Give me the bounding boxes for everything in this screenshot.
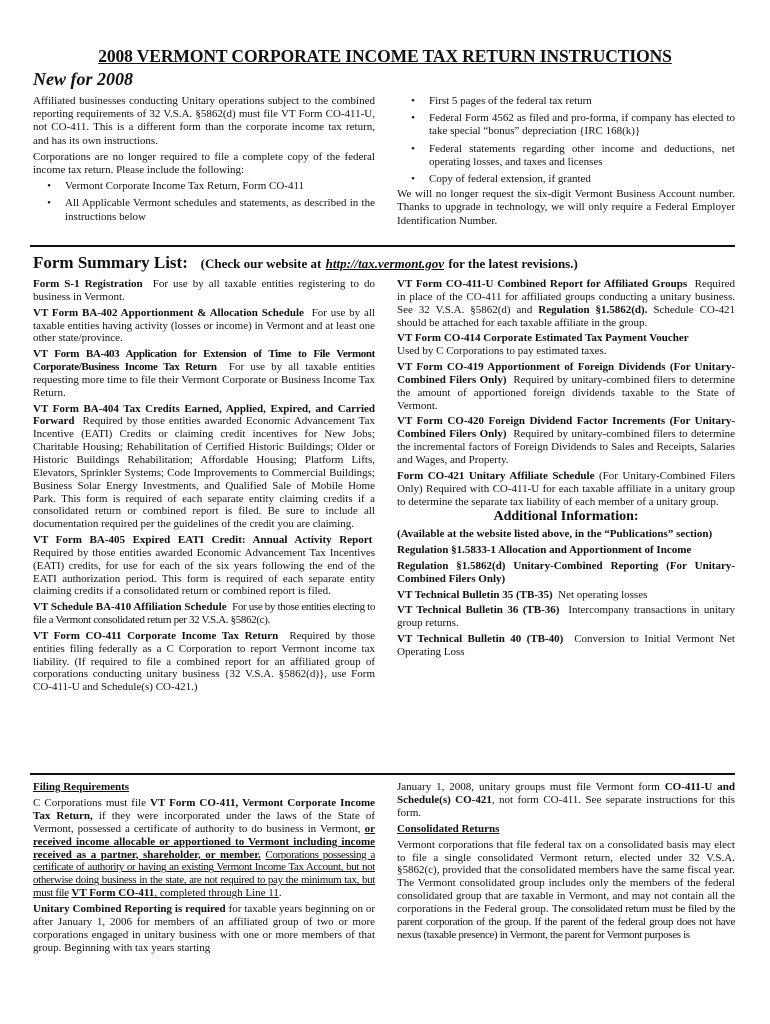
form-entry: VT Form CO-411-U Combined Report for Affiliated Groups Required in place of the CO-411 for affiliated groups conducting a unitary business. See 32 V.S.A. §5862(d) and Regulation §1.5862(d). Schedule CO-421 should be attached for each taxable affiliate in the group. <box>397 278 736 329</box>
filing-paragraph: Unitary Combined Reporting is required for taxable years beginning on or after January 1, 2006 for members of an affiliated group of two or more corporations engaged in unitary business with one or more members of that group. Beginning with tax years starting <box>33 903 376 954</box>
form-entry: VT Form BA-403 Application for Extension of Time to File Vermont Corporate/Business Income Tax Return For use by all taxable entities requesting more time to file their Vermont Corporate or Business Income Tax Return. <box>33 348 376 399</box>
list-item: • First 5 pages of the federal tax return <box>397 95 735 108</box>
form-summary-heading: Form Summary List: (Check our website at http://tax.vermont.gov for the latest revisions.) <box>33 253 578 272</box>
intro-paragraph: We will no longer request the six-digit Vermont Business Account number. Thanks to upgrade in technology, we will only require a Federal Employer Identification Number. <box>397 188 735 227</box>
list-item: • Copy of federal extension, if granted <box>397 173 735 186</box>
intro-paragraph: Corporations are no longer required to file a complete copy of the federal income tax return. Please include the following: <box>33 150 375 177</box>
section-heading-new-for-2008: New for 2008 <box>33 69 133 89</box>
filing-left-column <box>33 781 375 958</box>
list-item: • Federal statements regarding other income and deductions, net operating losses, and taxes and licenses <box>397 143 735 169</box>
form-entry: Form CO-421 Unitary Affiliate Schedule (For Unitary-Combined Filers Only) Required with CO-411-U for each taxable affiliate in a unitary group to determine the separate tax liability of each member of a unitary group. <box>397 469 735 508</box>
intro-paragraph: Affiliated businesses conducting Unitary operations subject to the combined reporting requirements of 32 V.S.A. §5862(d) must file VT Form CO-411-U, not CO-411. This is a different form than the corporate income tax return, and has its own instructions. <box>33 95 375 147</box>
website-link[interactable]: http://tax.vermont.gov <box>325 256 445 271</box>
form-entry: VT Form BA-404 Tax Credits Earned, Applied, Expired, and Carried Forward Required by those entities awarded Economic Advancement Tax Incentive (EATI) Credits or claiming credit incentives for New Jobs; Charitable Housing; Rehabilitation of Certified Historic Buildings; Older or Historic Buildings Rehabilitation; Affordable Housing; Platform Lifts, Elevators, Sprinkler Systems; Code Improvements to Commercial Buildings; Business Solar Energy Investments, and Qualified Sale of Mobile Home Park. This form is required of each separate entity claiming credits if a consolidated return or combined report is filed. Be sure to include all documentation required per the guidelines of the credit you are claiming. <box>33 402 376 531</box>
forms-right-column <box>397 278 735 662</box>
list-item: • All Applicable Vermont schedules and statements, as described in the instructions below <box>33 197 375 223</box>
bullet-icon: • <box>411 112 415 125</box>
bullet-icon: • <box>411 95 415 107</box>
divider <box>30 773 735 775</box>
intro-right-column <box>397 95 735 231</box>
form-entry: VT Schedule BA-410 Affiliation Schedule For use by those entities electing to file a Vermont consolidated return per 32 V.S.A. §5862(c). <box>33 601 375 627</box>
additional-item: Regulation §1.5862(d) Unitary-Combined Reporting (For Unitary-Combined Filers Only) <box>397 559 735 585</box>
form-entry: VT Form CO-414 Corporate Estimated Tax Payment Voucher Used by C Corporations to pay estimated taxes. <box>397 332 689 358</box>
list-item: • Vermont Corporate Income Tax Return, Form CO-411 <box>33 180 375 193</box>
form-entry: VT Form BA-405 Expired EATI Credit: Annual Activity Report Required by those entities awarded Economic Advancement Tax Incentives (EATI) credits, for use for each of the six years following the end of the EATI authorization period. This form is required of each separate entity claiming credits if a consolidated return or combined report is filed. <box>33 534 375 598</box>
form-entry: VT Form CO-411 Corporate Income Tax Return Required by those entities filing federally as a C Corporation to report Vermont income tax liability. (If required to file a combined report for an affiliated group of corporations conducting unitary business {32 V.S.A. §5862(d)}, use Form CO-411-U and Schedule(s) CO-421.) <box>33 629 375 694</box>
additional-item: VT Technical Bulletin 35 (TB-35) Net operating losses <box>397 588 648 601</box>
filing-paragraph: Vermont corporations that file federal tax on a consolidated basis may elect to file a single consolidated Vermont return, elected under 32 V.S.A. §5862(c), provided that the consolidated members have the same fiscal year. The Vermont consolidated group includes only the members of the federal consolidated group that are taxable in Vermont, and may not contain all the corporations in the Federal group. The consolidated return must be filed by the parent corporation of the group. If the parent of the federal group does not have nexus (taxable presence) in Vermont, the parent for Vermont purposes is <box>397 838 735 941</box>
forms-left-column <box>33 278 375 697</box>
additional-item: Regulation §1.5833-1 Allocation and Apportionment of Income <box>397 544 692 557</box>
intro-left-column <box>33 95 375 224</box>
list-item: • Federal Form 4562 as filed and pro-forma, if company has elected to take special “bonus” depreciation {IRC 168(k)} <box>397 112 735 138</box>
page-title: 2008 VERMONT CORPORATE INCOME TAX RETURN INSTRUCTIONS <box>98 46 672 66</box>
section-heading: Filing Requirements <box>33 781 130 793</box>
filing-paragraph: January 1, 2008, unitary groups must file Vermont form CO-411-U and Schedule(s) CO-421, not form CO-411. See separate instructions for this form. <box>397 781 736 819</box>
filing-right-column <box>397 781 735 945</box>
section-heading: Consolidated Returns <box>397 822 500 835</box>
form-entry: VT Form BA-402 Apportionment & Allocation Schedule For use by all taxable entities having activity (losses or income) in Vermont and at least one other state/province. <box>33 306 376 345</box>
divider <box>30 245 735 247</box>
filing-paragraph: C Corporations must file VT Form CO-411, Vermont Corporate Income Tax Return, if they were incorporated under the laws of the State of Vermont, possessed a certificate of authority to do business in Vermont, or received income allocable or apportioned to Vermont including income received as a partner, shareholder, or member. Corporations possessing a certificate of authority or having an existing Vermont Income Tax Account, but not otherwise doing business in the state, are not required to pay the minimum tax, but must file VT Form CO-411, completed through Line 11. <box>33 796 376 900</box>
bullet-icon: • <box>411 142 415 155</box>
bullet-icon: • <box>47 180 51 193</box>
form-entry: VT Form CO-420 Foreign Dividend Factor Increments (For Unitary-Combined Filers Only) Required by unitary-combined filers to determine the incremental factors of Foreign Dividends to Sales and Receipts, Salaries and Wages, and Property. <box>397 415 736 466</box>
form-entry: VT Form CO-419 Apportionment of Foreign Dividends (For Unitary-Combined Filers Only) Required by unitary-combined filers to determine the amount of apportioned foreign dividends taxable to the State of Vermont. <box>397 361 736 412</box>
bullet-icon: • <box>411 173 415 186</box>
additional-note: (Available at the website listed above, in the “Publications” section) <box>397 528 713 541</box>
additional-item: VT Technical Bulletin 40 (TB-40) Conversion to Initial Vermont Net Operating Loss <box>397 633 735 658</box>
additional-info-heading: Additional Information: <box>493 509 639 525</box>
additional-item: VT Technical Bulletin 36 (TB-36) Intercompany transactions in unitary group returns. <box>397 604 736 630</box>
bullet-icon: • <box>47 197 51 210</box>
form-entry: Form S-1 Registration For use by all taxable entities registering to do business in Vermont. <box>33 278 376 303</box>
